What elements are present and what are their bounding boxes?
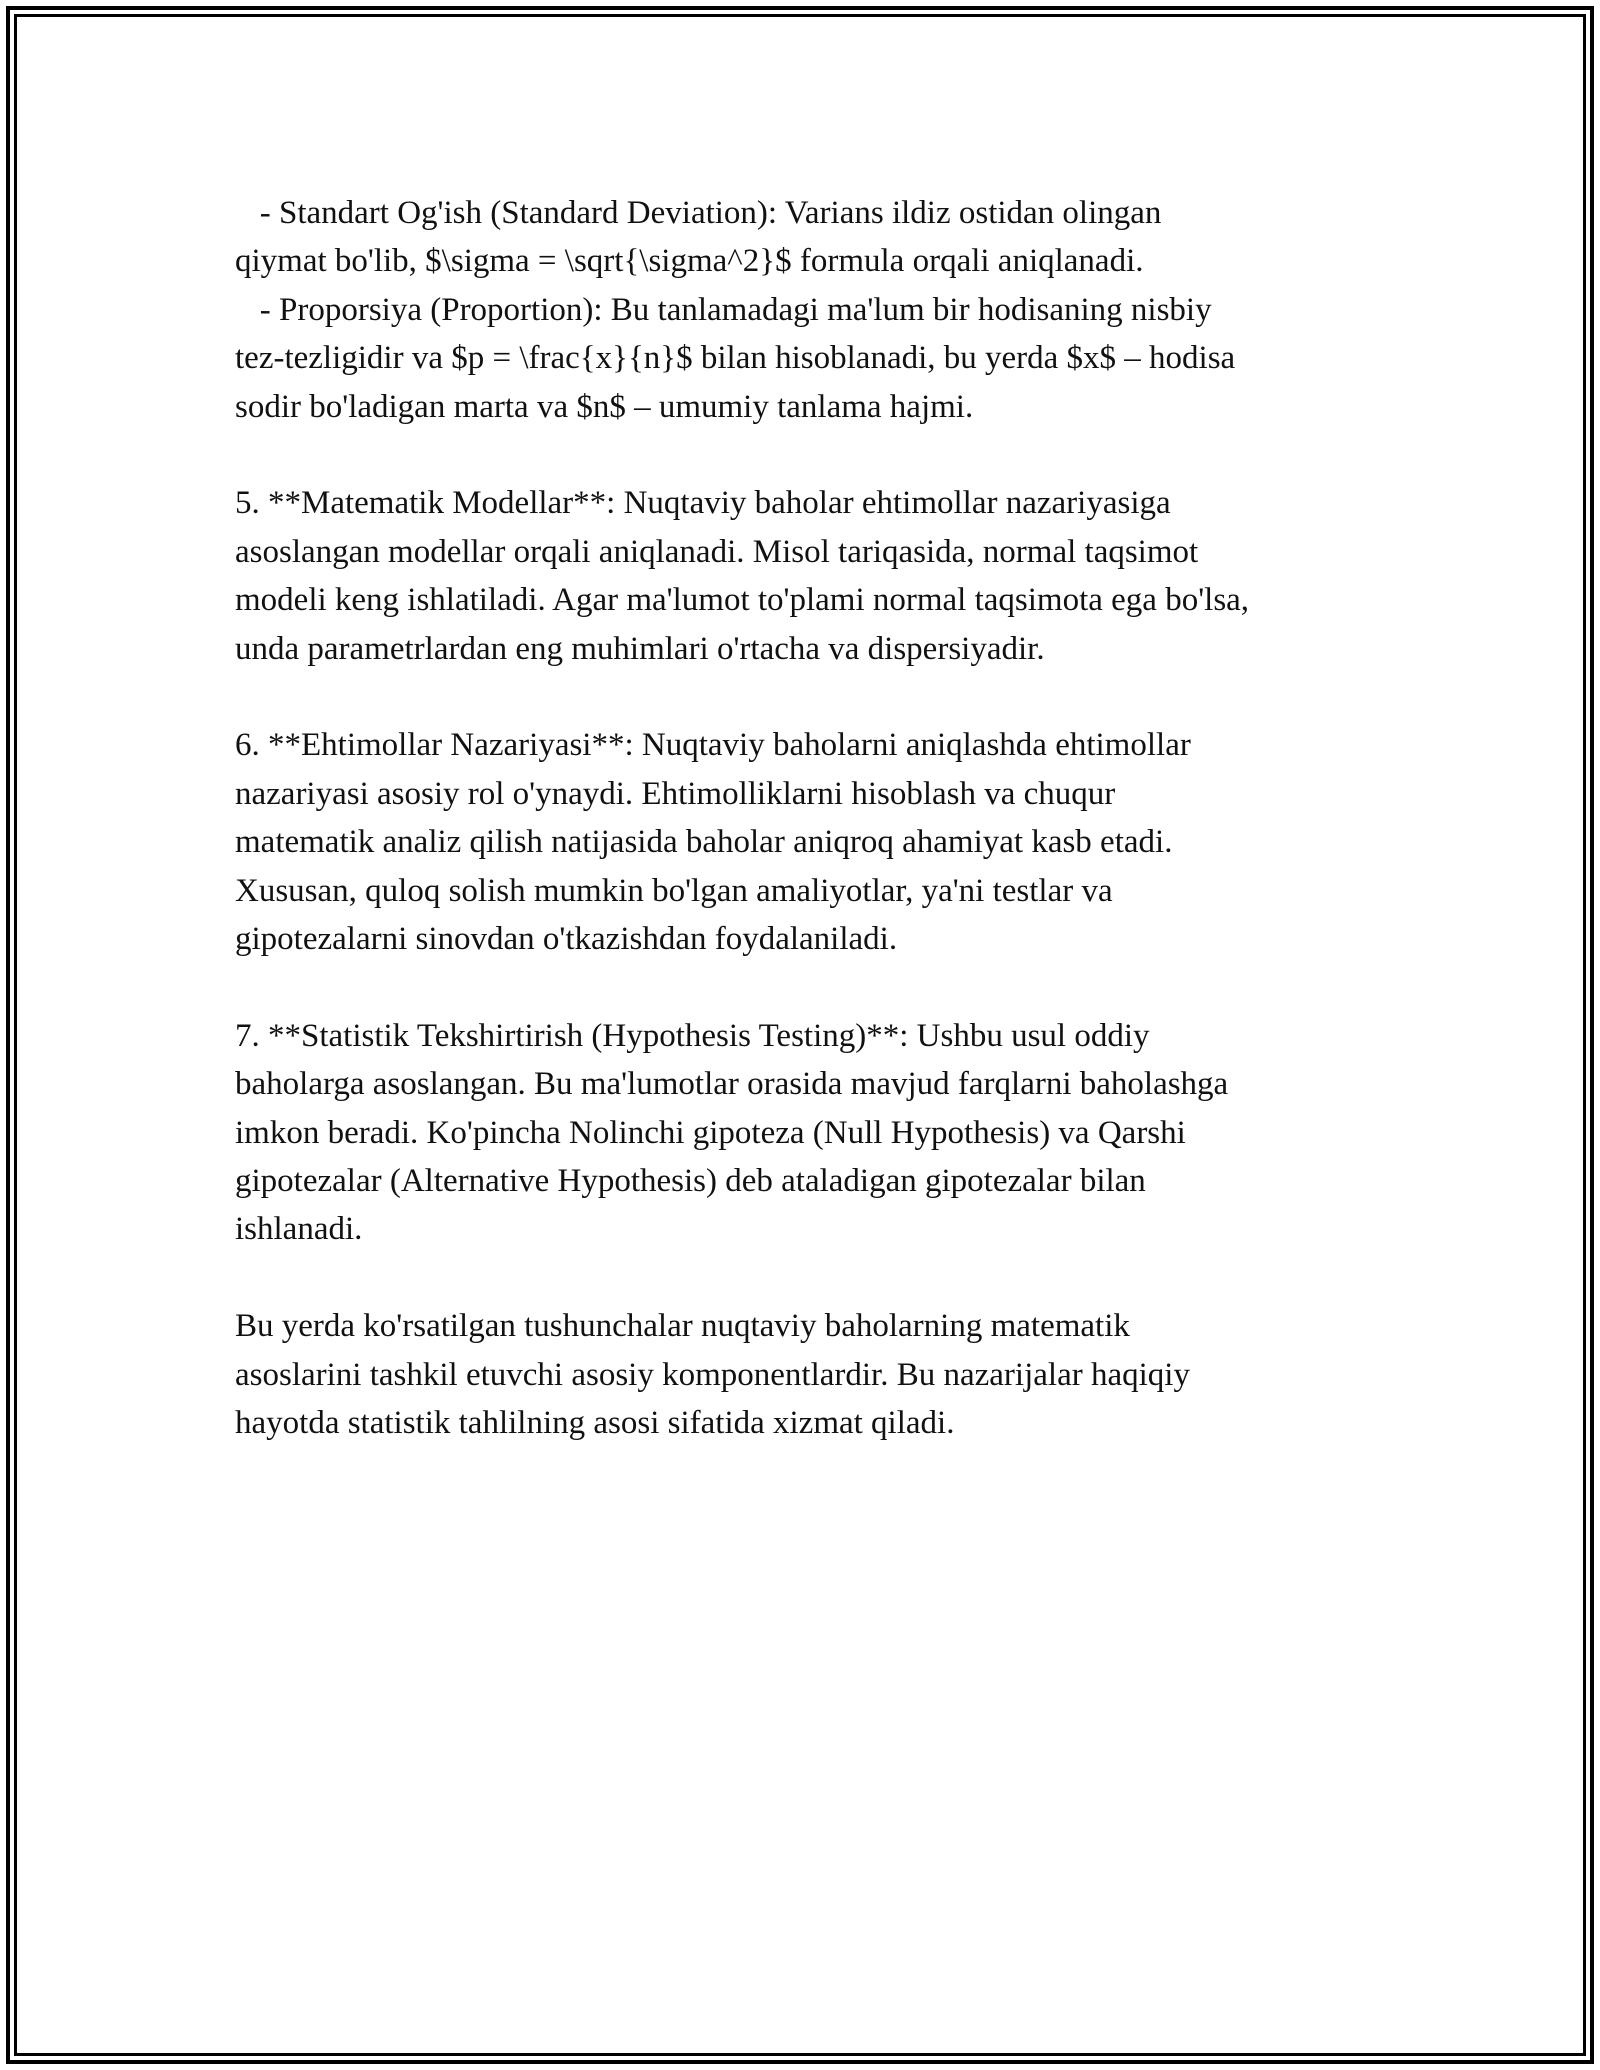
- text-line: matematik analiz qilish natijasida baholar aniqroq ahamiyat kasb etadi.: [235, 824, 1173, 861]
- text-line: asoslangan modellar orqali aniqlanadi. Misol tariqasida, normal taqsimot: [235, 533, 1199, 570]
- text-line: 7. **Statistik Tekshirtirish (Hypothesis Testing)**: Ushbu usul oddiy: [235, 1017, 1150, 1054]
- text-line: gipotezalar (Alternative Hypothesis) deb ataladigan gipotezalar bilan: [235, 1163, 1146, 1200]
- text-line: - Proporsiya (Proportion): Bu tanlamadagi ma'lum bir hodisaning nisbiy: [235, 291, 1212, 328]
- text-line: gipotezalarni sinovdan o'tkazishdan foydalaniladi.: [235, 921, 898, 958]
- text-line: ishlanadi.: [235, 1211, 363, 1248]
- text-line: Bu yerda ko'rsatilgan tushunchalar nuqtaviy baholarning matematik: [235, 1308, 1130, 1345]
- text-line: unda parametrlardan eng muhimlari o'rtacha va dispersiyadir.: [235, 630, 1045, 667]
- text-line: baholarga asoslangan. Bu ma'lumotlar orasida mavjud farqlarni baholashga: [235, 1066, 1229, 1103]
- text-line: nazariyasi asosiy rol o'ynaydi. Ehtimolliklarni hisoblash va chuqur: [235, 775, 1116, 812]
- text-line: 5. **Matematik Modellar**: Nuqtaviy baholar ehtimollar nazariyasiga: [235, 485, 1171, 522]
- text-line: - Standart Og'ish (Standard Deviation): Varians ildiz ostidan olingan: [235, 195, 1162, 231]
- paragraph-matematik-modellar: [235, 479, 1375, 673]
- text-line: qiymat bo'lib, $\sigma = \sqrt{\sigma^2}$ formula orqali aniqlanadi.: [235, 243, 1144, 280]
- paragraph-standard-deviation-proportion: [235, 189, 1375, 431]
- text-line: 6. **Ehtimollar Nazariyasi**: Nuqtaviy baholarni aniqlashda ehtimollar: [235, 727, 1191, 764]
- text-line: Xususan, quloq solish mumkin bo'lgan amaliyotlar, ya'ni testlar va: [235, 872, 1113, 909]
- text-line: imkon beradi. Ko'pincha Nolinchi gipoteza (Null Hypothesis) va Qarshi: [235, 1114, 1186, 1151]
- text-line: asoslarini tashkil etuvchi asosiy komponentlardir. Bu nazarijalar haqiqiy: [235, 1356, 1190, 1393]
- document-body: [235, 189, 1375, 1448]
- paragraph-ehtimollar-nazariyasi: [235, 721, 1375, 963]
- paragraph-conclusion: [235, 1302, 1375, 1447]
- text-line: sodir bo'ladigan marta va $n$ – umumiy tanlama hajmi.: [235, 388, 974, 425]
- text-line: modeli keng ishlatiladi. Agar ma'lumot to'plami normal taqsimota ega bo'lsa,: [235, 582, 1250, 619]
- text-line: tez-tezligidir va $p = \frac{x}{n}$ bilan hisoblanadi, bu yerda $x$ – hodisa: [235, 340, 1236, 377]
- paragraph-statistik-tekshirtirish: [235, 1012, 1375, 1254]
- text-line: hayotda statistik tahlilning asosi sifatida xizmat qiladi.: [235, 1405, 955, 1442]
